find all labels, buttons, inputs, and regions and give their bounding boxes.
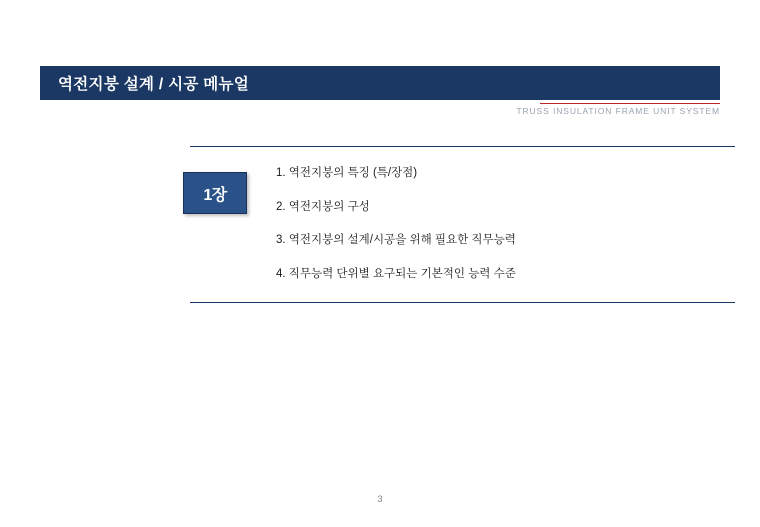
list-item: 2. 역전지붕의 구성 [276, 200, 370, 213]
chapter-badge [183, 172, 247, 214]
content-divider-bottom [190, 302, 735, 303]
page-number: 3 [377, 494, 383, 504]
brand-tagline: TRUSS INSULATION FRAME UNIT SYSTEM [516, 106, 720, 116]
agenda-list [276, 168, 726, 302]
list-item: 1. 역전지붕의 특징 (특/장점) [276, 167, 418, 179]
list-item: 3. 역전지붕의 설계/시공을 위해 필요한 직무능력 [276, 234, 516, 246]
chapter-badge-label: 1장 [203, 186, 227, 204]
page-title: 역전지붕 설계 / 시공 메뉴얼 [58, 76, 250, 93]
content-divider-top [190, 146, 735, 147]
brand-divider [540, 103, 720, 104]
list-item: 4. 직무능력 단위별 요구되는 기본적인 능력 수준 [276, 267, 516, 280]
brand-logo: TIFUS [644, 66, 720, 96]
